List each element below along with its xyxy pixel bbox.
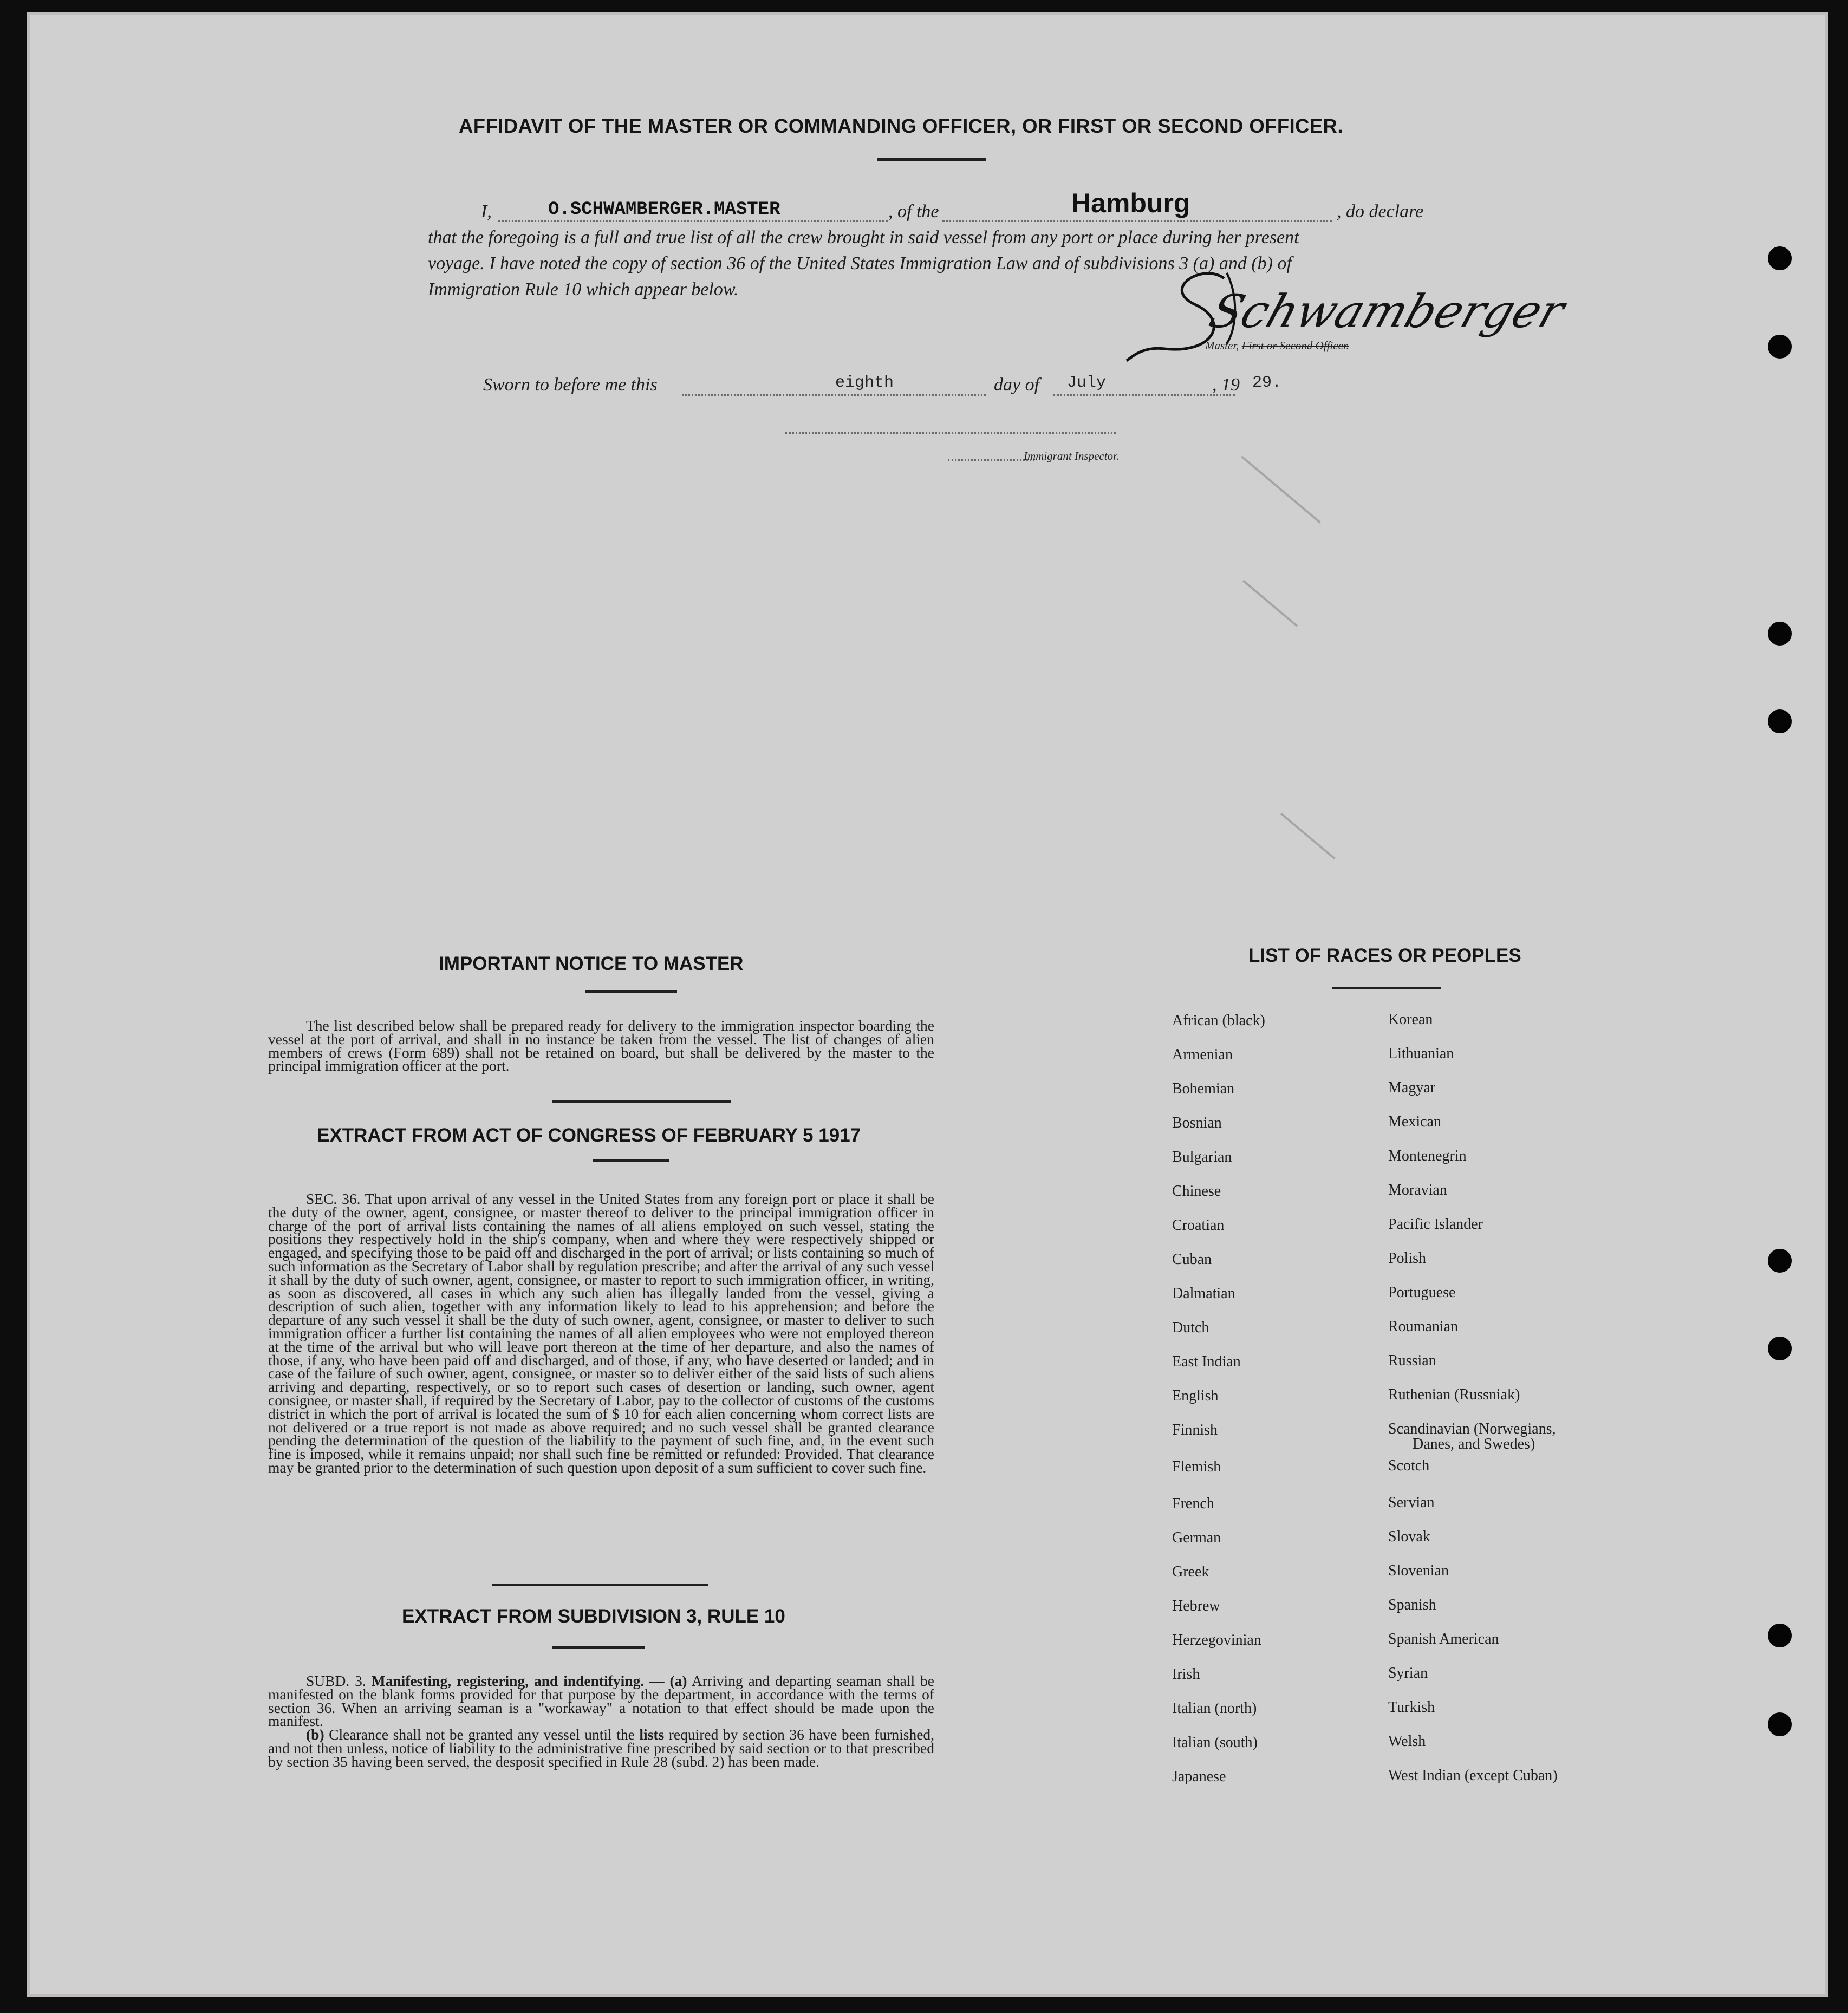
race-item: Bohemian: [1172, 1080, 1235, 1097]
race-item: East Indian: [1172, 1353, 1241, 1370]
day-of-label: day of: [994, 375, 1040, 395]
race-item: Flemish: [1172, 1458, 1221, 1475]
race-item: Portuguese: [1388, 1284, 1456, 1301]
race-item: Montenegrin: [1388, 1148, 1467, 1164]
binder-hole: [1768, 1337, 1792, 1360]
race-item: Italian (north): [1172, 1700, 1257, 1717]
race-item: German: [1172, 1529, 1221, 1546]
binder-hole: [1768, 1249, 1792, 1273]
race-item: Polish: [1388, 1250, 1427, 1267]
act-bottom-rule: [492, 1584, 708, 1586]
signature-caption: [1205, 339, 1349, 353]
signature-caption-struck: First or Second Officer.: [1241, 339, 1349, 352]
race-item: Pacific Islander: [1388, 1216, 1483, 1233]
race-item: Bosnian: [1172, 1115, 1222, 1131]
binder-hole: [1768, 709, 1792, 733]
race-item: Ruthenian (Russniak): [1388, 1386, 1520, 1403]
race-item: English: [1172, 1387, 1219, 1404]
race-item: Scotch: [1388, 1457, 1430, 1474]
vessel-home-line: [942, 220, 1332, 222]
binder-hole: [1768, 1624, 1792, 1647]
race-item: Scandinavian (Norwegians,: [1388, 1421, 1556, 1437]
race-item: Cuban: [1172, 1251, 1212, 1268]
rule-title-rule: [552, 1646, 645, 1649]
race-item: Welsh: [1388, 1733, 1426, 1750]
notice-bottom-rule: [552, 1100, 731, 1103]
binder-hole: [1768, 335, 1792, 359]
race-item: Korean: [1388, 1011, 1433, 1028]
affidavit-prefix: I,: [481, 201, 492, 222]
inspector-signature-line: [785, 432, 1116, 434]
binder-hole: [1768, 1712, 1792, 1736]
race-item: Armenian: [1172, 1046, 1233, 1063]
race-item: Moravian: [1388, 1182, 1447, 1198]
race-item: French: [1172, 1495, 1214, 1512]
sworn-day: eighth: [835, 374, 894, 392]
subd-a-label: — (a): [649, 1672, 687, 1689]
document-page: [27, 12, 1828, 1997]
rule-text: [268, 1672, 935, 1770]
binder-hole: [1768, 246, 1792, 270]
sworn-day-line: [682, 394, 986, 396]
affidavit-line-2: that the foregoing is a full and true list of all the crew brought in said vessel from any port or place during her present: [428, 227, 1299, 247]
sworn-prefix: Sworn to before me this: [483, 375, 658, 395]
subd-label: SUBD. 3.: [306, 1672, 366, 1689]
subd-b-label: (b): [306, 1726, 324, 1743]
notice-title-rule: [585, 990, 677, 993]
rule-title: EXTRACT FROM SUBDIVISION 3, RULE 10: [402, 1606, 785, 1627]
race-item: Servian: [1388, 1494, 1435, 1511]
subd-b-text-2: required by section 36 have been furnished, and not then unless, notice of liability to the administrative fine prescribed by said section or to that prescribed by section 35 having been served, the desposit specified in Rule 28 (subd. 2) has been made.: [268, 1726, 935, 1770]
of-the-label: , of the: [888, 201, 939, 222]
race-item: Mexican: [1388, 1113, 1441, 1130]
race-item: Magyar: [1388, 1079, 1436, 1096]
act-text: SEC. 36. That upon arrival of any vessel in the United States from any foreign port or place it shall be the duty of the owner, agent, consignee, or master thereof to deliver to the principal immigration officer in charge of the port of arrival lists containing the names of all aliens employed on such vessel, stating the positions they respectively hold in the ship's company, when and where they were respectively shipped or engaged, and specifying those to be paid off and discharged in the port of arrival; or lists containing so much of such information as the Secretary of Labor shall by regulation prescribe; and after the arrival of any such vessel it shall by the duty of such owner, agent, consignee, or master to report to such immigration officer, in writing, as soon as discovered, all cases in which any such alien has illegally landed from the vessel, giving a description of such alien, together with any information likely to lead to his apprehension; and before the departure of any such vessel it shall be the duty of such owner, agent, consignee, or master to deliver to such immigration officer a further list containing the names of all alien employees who were not employed thereon at the time of the arrival but who will leave port thereon at the time of her departure, and also the names of those, if any, who have been paid off and discharged, and of those, if any, who have deserted or landed; and in case of the failure of such owner, agent, consignee, or master so to deliver either of the said lists of such aliens arriving and departing, respectively, or so to report such cases of desertion or landing, such owner, agent consignee, or master shall, if required by the Secretary of Labor, pay to the collector of customs of the customs district in which the port of arrival is located the sum of $ 10 for each alien concerning whom correct lists are not delivered or a true report is not made as above required; and no such vessel shall be granted clearance pending the determination of the question of the liability to the payment of such fine, and, in the event such fine is imposed, while it remains unpaid; nor shall such fine be remitted or refunded: Provided. That clearance may be granted prior to the determination of such question upon deposit of a sum sufficient to cover such fine.: [268, 1190, 934, 1476]
sworn-month-line: [1053, 394, 1235, 396]
sworn-year: 29.: [1252, 374, 1282, 392]
race-item: Lithuanian: [1388, 1045, 1454, 1062]
sworn-month: July: [1067, 374, 1107, 392]
race-item: Slovenian: [1388, 1562, 1449, 1579]
affidavit-line-3: voyage. I have noted the copy of section 36 of the United States Immigration Law and of subdivisions 3 (a) and (b) of: [428, 253, 1292, 273]
race-item: Syrian: [1388, 1665, 1428, 1682]
subd-a-text: Arriving and departing seaman shall be manifested on the blank forms provided for that purpose by the department, in accordance with the terms of section 36. When an arriving seaman is a "workaway" a notation to that effect should be made upon the manifest.: [268, 1672, 934, 1730]
fold-mark: [1242, 580, 1298, 627]
race-item: Dalmatian: [1172, 1285, 1235, 1302]
notice-title: IMPORTANT NOTICE TO MASTER: [439, 953, 744, 974]
race-item: Greek: [1172, 1564, 1209, 1580]
act-title: EXTRACT FROM ACT OF CONGRESS OF FEBRUARY 5 1917: [317, 1125, 861, 1146]
fold-mark: [1280, 813, 1336, 860]
race-item: Spanish American: [1388, 1631, 1499, 1647]
race-item: Chinese: [1172, 1183, 1221, 1200]
inspector-caption-line: [948, 459, 1034, 461]
race-item: African (black): [1172, 1012, 1265, 1029]
race-item: Bulgarian: [1172, 1149, 1232, 1165]
race-item: Danes, and Swedes): [1413, 1436, 1535, 1452]
races-title-rule: [1332, 987, 1441, 989]
races-title: LIST OF RACES OR PEOPLES: [1248, 945, 1521, 966]
affidavit-title-rule: [877, 158, 986, 161]
master-name-line: [498, 220, 888, 222]
race-item: Croatian: [1172, 1217, 1225, 1234]
inspector-caption: Immigrant Inspector.: [1024, 449, 1120, 462]
subd-b-text-1: Clearance shall not be granted any vessel until the: [329, 1726, 635, 1743]
affidavit-title: AFFIDAVIT OF THE MASTER OR COMMANDING OFFICER, OR FIRST OR SECOND OFFICER.: [459, 115, 1343, 137]
binder-hole: [1768, 622, 1792, 646]
race-item: Finnish: [1172, 1422, 1218, 1438]
race-item: Russian: [1388, 1352, 1436, 1369]
master-name: O.SCHWAMBERGER.MASTER: [548, 199, 780, 220]
signature-caption-master: Master,: [1205, 339, 1239, 352]
race-item: West Indian (except Cuban): [1388, 1767, 1558, 1784]
race-item: Dutch: [1172, 1319, 1209, 1336]
race-item: Turkish: [1388, 1699, 1435, 1716]
race-item: Italian (south): [1172, 1734, 1258, 1751]
do-declare-label: , do declare: [1337, 201, 1424, 222]
subd-heading: Manifesting, registering, and indentifying.: [371, 1672, 645, 1689]
year-prefix: , 19: [1212, 375, 1240, 395]
fold-mark: [1241, 455, 1321, 523]
race-item: Irish: [1172, 1666, 1200, 1683]
notice-text: The list described below shall be prepared ready for delivery to the immigration inspector boarding the vessel at the port of arrival, and shall in no instance be taken from the vessel. The list of changes of alien members of crews (Form 689) shall not be retained on board, but shall be delivered by the master to the principal immigration officer at the port.: [268, 1017, 934, 1074]
subd-b-lists: lists: [639, 1726, 665, 1743]
race-item: Hebrew: [1172, 1598, 1220, 1614]
vessel-home: Hamburg: [1071, 188, 1190, 218]
affidavit-line-4: Immigration Rule 10 which appear below.: [428, 279, 739, 299]
race-item: Slovak: [1388, 1528, 1430, 1545]
race-item: Herzegovinian: [1172, 1632, 1261, 1649]
race-item: Spanish: [1388, 1597, 1436, 1613]
race-item: Roumanian: [1388, 1318, 1459, 1335]
signature-text: Schwamberger: [1203, 285, 1571, 338]
act-title-rule: [593, 1159, 669, 1162]
race-item: Japanese: [1172, 1768, 1226, 1785]
